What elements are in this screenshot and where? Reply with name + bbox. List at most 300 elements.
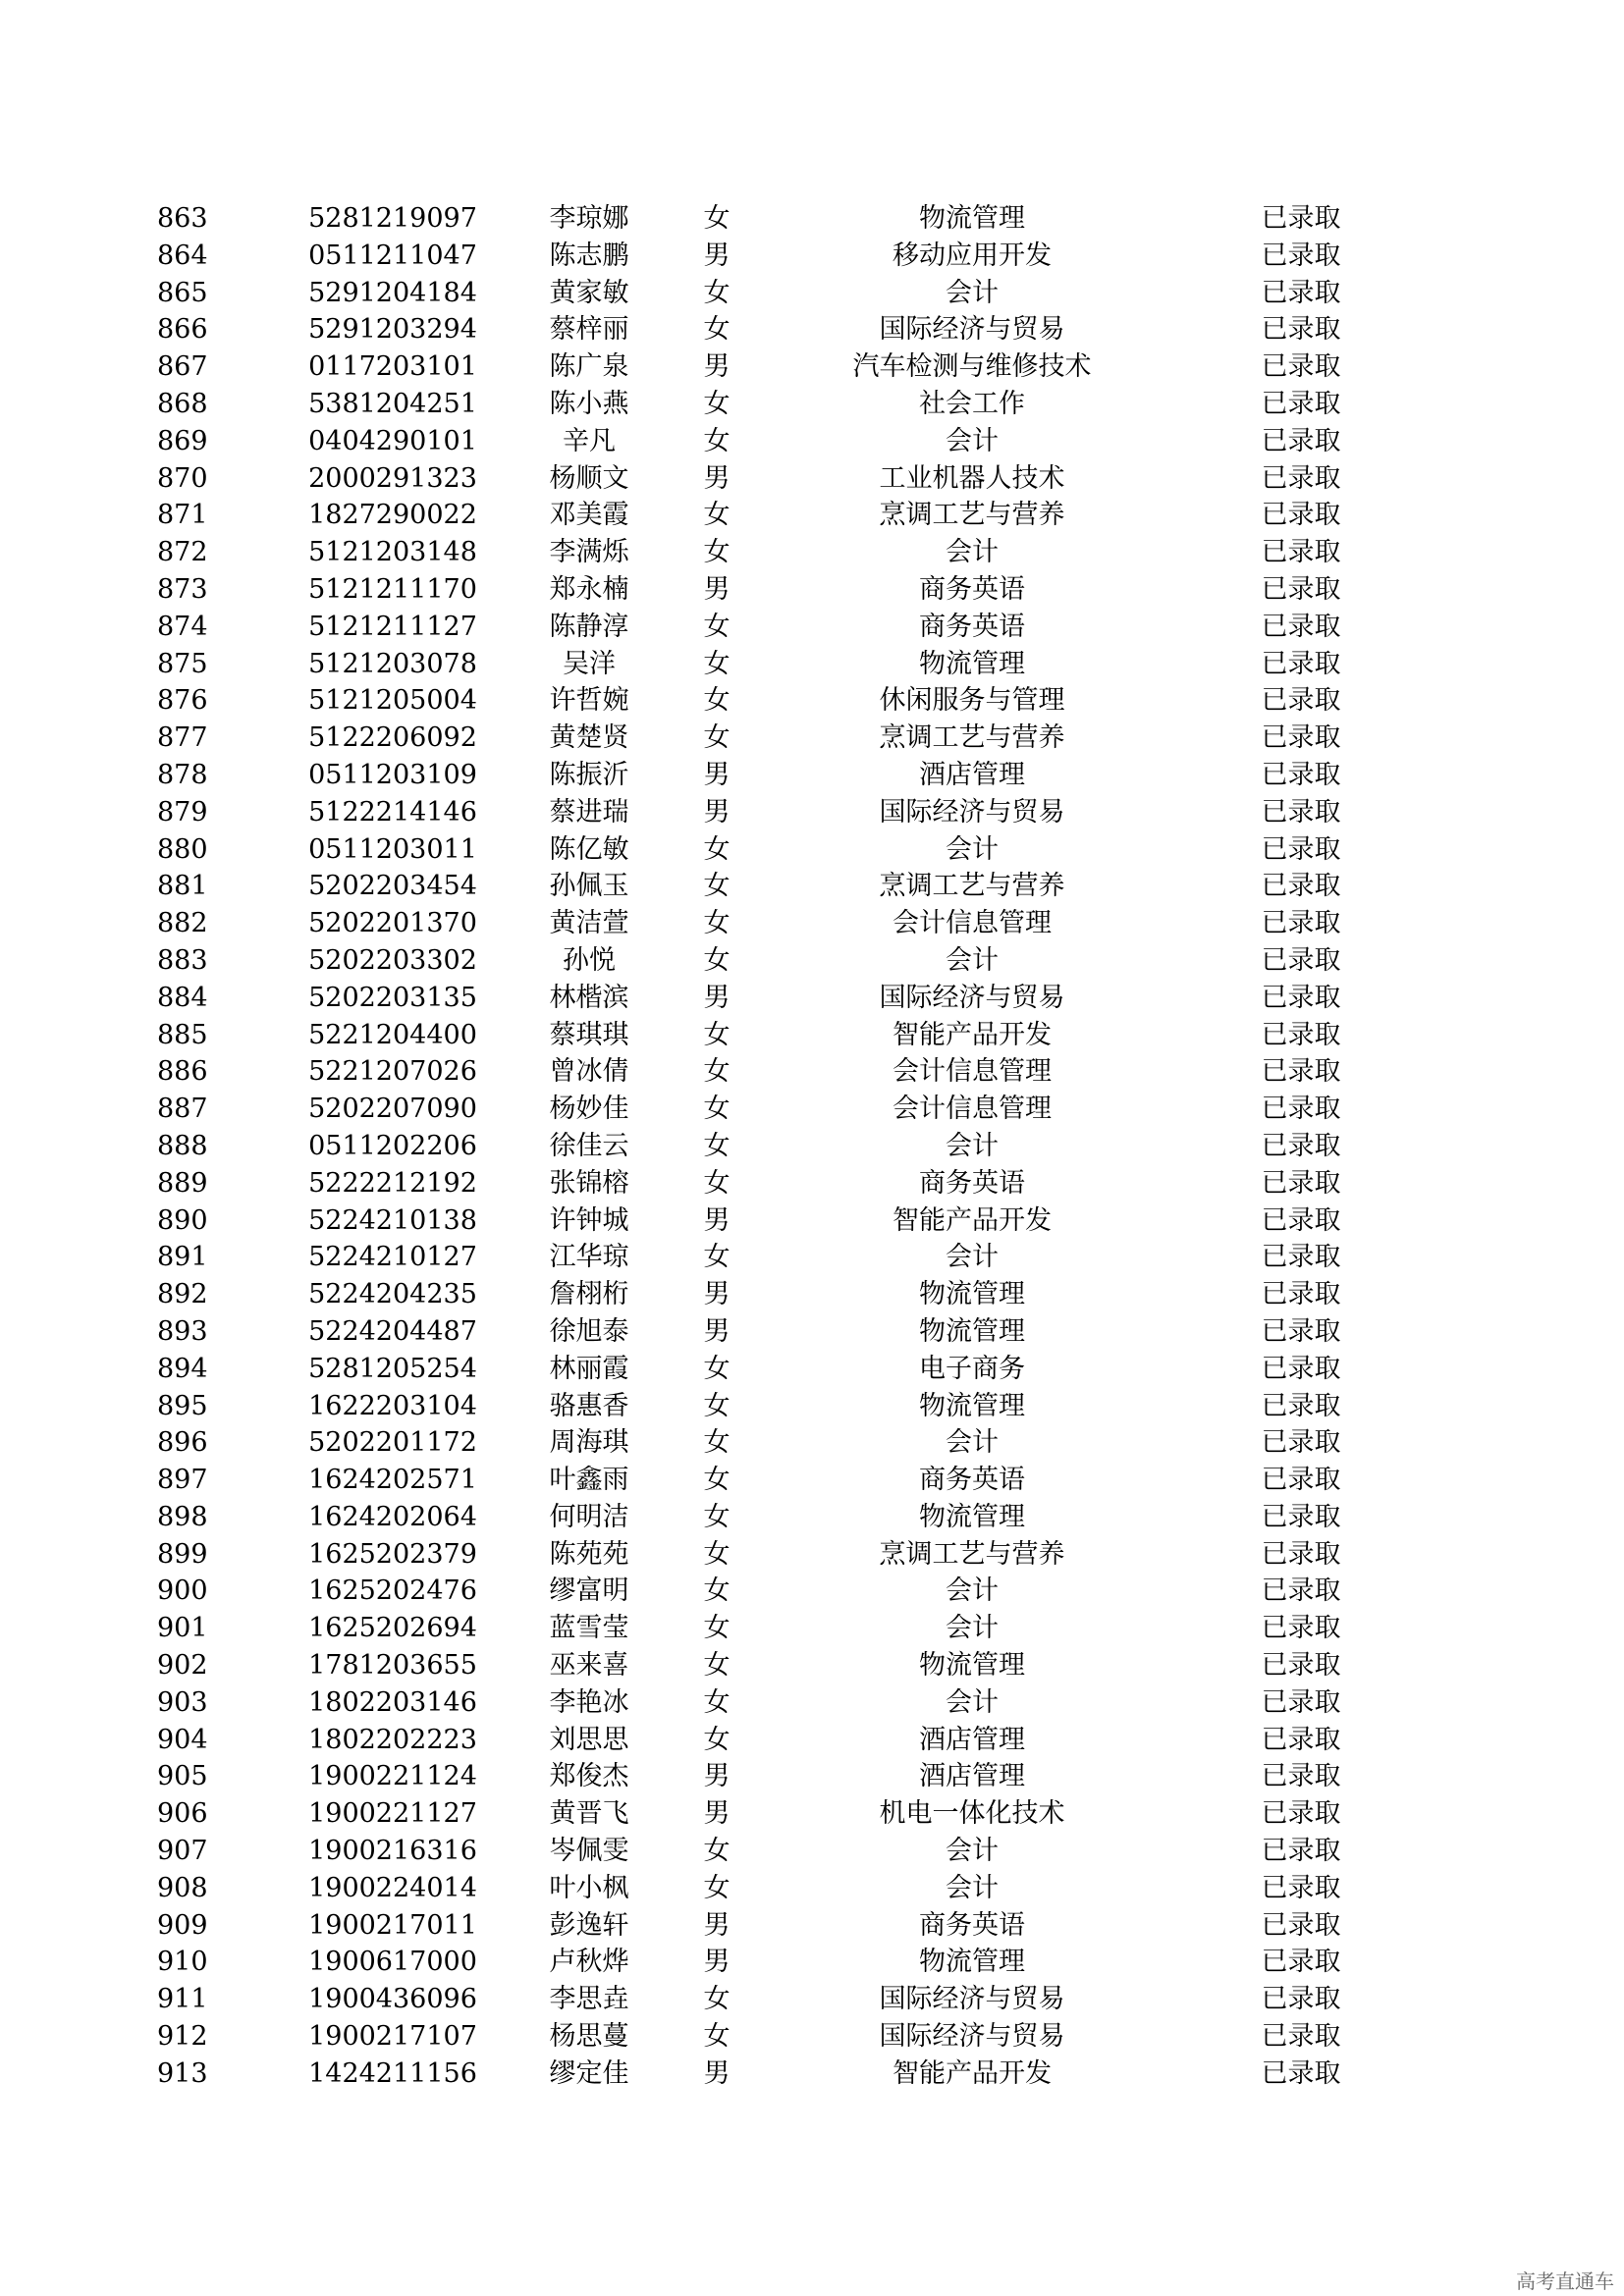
row-number-cell: 891 — [157, 1242, 208, 1273]
row-number-cell: 898 — [157, 1501, 208, 1532]
row-number-cell: 879 — [157, 796, 208, 828]
candidate-id-cell: 5221207026 — [308, 1056, 477, 1088]
gender-cell: 女 — [703, 722, 731, 754]
row-number-cell: 877 — [157, 722, 208, 754]
candidate-id-cell: 0511203011 — [308, 833, 477, 865]
gender-cell: 男 — [703, 573, 731, 605]
candidate-id-cell: 5224210127 — [308, 1242, 477, 1273]
candidate-id-cell: 1827290022 — [308, 500, 477, 531]
major-cell: 会计信息管理 — [893, 908, 1052, 939]
candidate-id-cell: 1625202694 — [308, 1613, 477, 1644]
student-name-cell: 陈志鹏 — [549, 240, 629, 271]
admission-status-cell: 已录取 — [1261, 1427, 1341, 1459]
table-row — [157, 794, 1424, 831]
table-row — [157, 757, 1424, 794]
student-name-cell: 吴洋 — [563, 648, 616, 679]
admission-status-cell: 已录取 — [1261, 1686, 1341, 1718]
student-name-cell: 陈亿敏 — [549, 833, 629, 865]
row-number-cell: 907 — [157, 1836, 208, 1867]
major-cell: 会计 — [946, 944, 999, 976]
admission-status-cell: 已录取 — [1261, 1650, 1341, 1682]
major-cell: 会计 — [946, 1686, 999, 1718]
table-row — [157, 980, 1424, 1017]
gender-cell: 男 — [703, 1761, 731, 1792]
admission-status-cell: 已录取 — [1261, 1872, 1341, 1903]
major-cell: 休闲服务与管理 — [879, 685, 1065, 717]
admission-status-cell: 已录取 — [1261, 1353, 1341, 1384]
gender-cell: 女 — [703, 1686, 731, 1718]
table-row — [157, 460, 1424, 498]
major-cell: 会计 — [946, 1427, 999, 1459]
student-name-cell: 何明洁 — [549, 1501, 629, 1532]
gender-cell: 男 — [703, 759, 731, 790]
major-cell: 社会工作 — [919, 388, 1025, 419]
table-row — [157, 348, 1424, 386]
table-row — [157, 1313, 1424, 1351]
gender-cell: 女 — [703, 388, 731, 419]
table-row — [157, 497, 1424, 534]
student-name-cell: 李艳冰 — [549, 1686, 629, 1718]
student-name-cell: 刘思思 — [549, 1724, 629, 1755]
student-name-cell: 黄家敏 — [549, 277, 629, 308]
major-cell: 烹调工艺与营养 — [879, 722, 1065, 754]
row-number-cell: 865 — [157, 277, 208, 308]
candidate-id-cell: 1624202064 — [308, 1501, 477, 1532]
admission-status-cell: 已录取 — [1261, 1279, 1341, 1310]
student-name-cell: 李思垚 — [549, 1984, 629, 2015]
row-number-cell: 903 — [157, 1686, 208, 1718]
table-row — [157, 1128, 1424, 1165]
row-number-cell: 880 — [157, 833, 208, 865]
row-number-cell: 878 — [157, 759, 208, 790]
row-number-cell: 893 — [157, 1315, 208, 1347]
row-number-cell: 881 — [157, 871, 208, 902]
candidate-id-cell: 1802202223 — [308, 1724, 477, 1755]
candidate-id-cell: 1900617000 — [308, 1947, 477, 1978]
student-name-cell: 彭逸轩 — [549, 1909, 629, 1941]
major-cell: 物流管理 — [919, 1279, 1025, 1310]
row-number-cell: 867 — [157, 351, 208, 383]
major-cell: 国际经济与贸易 — [879, 796, 1065, 828]
row-number-cell: 910 — [157, 1947, 208, 1978]
student-name-cell: 蓝雪莹 — [549, 1613, 629, 1644]
major-cell: 会计 — [946, 1613, 999, 1644]
admission-status-cell: 已录取 — [1261, 648, 1341, 679]
candidate-id-cell: 1802203146 — [308, 1686, 477, 1718]
gender-cell: 女 — [703, 1094, 731, 1125]
table-row — [157, 1091, 1424, 1128]
major-cell: 机电一体化技术 — [879, 1798, 1065, 1830]
admission-status-cell: 已录取 — [1261, 1130, 1341, 1161]
row-number-cell: 869 — [157, 425, 208, 456]
row-number-cell: 863 — [157, 203, 208, 234]
admission-status-cell: 已录取 — [1261, 2057, 1341, 2089]
candidate-id-cell: 5224204235 — [308, 1279, 477, 1310]
gender-cell: 女 — [703, 1130, 731, 1161]
admission-status-cell: 已录取 — [1261, 203, 1341, 234]
table-row — [157, 1053, 1424, 1091]
student-name-cell: 辛凡 — [563, 425, 616, 456]
table-row — [157, 1647, 1424, 1684]
gender-cell: 女 — [703, 537, 731, 568]
admission-status-cell: 已录取 — [1261, 1465, 1341, 1496]
row-number-cell: 894 — [157, 1353, 208, 1384]
candidate-id-cell: 5121211170 — [308, 573, 477, 605]
student-name-cell: 巫来喜 — [549, 1650, 629, 1682]
major-cell: 烹调工艺与营养 — [879, 1538, 1065, 1570]
admission-status-cell: 已录取 — [1261, 685, 1341, 717]
row-number-cell: 882 — [157, 908, 208, 939]
candidate-id-cell: 1781203655 — [308, 1650, 477, 1682]
student-name-cell: 骆惠香 — [549, 1390, 629, 1421]
major-cell: 国际经济与贸易 — [879, 1984, 1065, 2015]
table-row — [157, 1833, 1424, 1870]
gender-cell: 男 — [703, 2057, 731, 2089]
row-number-cell: 876 — [157, 685, 208, 717]
admission-status-cell: 已录取 — [1261, 1056, 1341, 1088]
candidate-id-cell: 5202207090 — [308, 1094, 477, 1125]
table-row — [157, 942, 1424, 980]
candidate-id-cell: 1624202571 — [308, 1465, 477, 1496]
student-name-cell: 陈静淳 — [549, 611, 629, 642]
row-number-cell: 883 — [157, 944, 208, 976]
candidate-id-cell: 5291204184 — [308, 277, 477, 308]
table-row — [157, 1758, 1424, 1795]
table-row — [157, 238, 1424, 275]
major-cell: 烹调工艺与营养 — [879, 871, 1065, 902]
row-number-cell: 912 — [157, 2021, 208, 2053]
row-number-cell: 902 — [157, 1650, 208, 1682]
row-number-cell: 875 — [157, 648, 208, 679]
table-row — [157, 1239, 1424, 1276]
candidate-id-cell: 5202201172 — [308, 1427, 477, 1459]
gender-cell: 女 — [703, 1501, 731, 1532]
admission-status-cell: 已录取 — [1261, 1984, 1341, 2015]
gender-cell: 女 — [703, 1390, 731, 1421]
gender-cell: 女 — [703, 1650, 731, 1682]
student-name-cell: 黄楚贤 — [549, 722, 629, 754]
admission-status-cell: 已录取 — [1261, 1761, 1341, 1792]
table-row — [157, 609, 1424, 646]
student-name-cell: 杨妙佳 — [549, 1094, 629, 1125]
admission-status-cell: 已录取 — [1261, 573, 1341, 605]
student-name-cell: 江华琼 — [549, 1242, 629, 1273]
gender-cell: 女 — [703, 1242, 731, 1273]
major-cell: 物流管理 — [919, 1390, 1025, 1421]
candidate-id-cell: 1625202379 — [308, 1538, 477, 1570]
table-row — [157, 905, 1424, 942]
student-name-cell: 陈小燕 — [549, 388, 629, 419]
candidate-id-cell: 5221204400 — [308, 1019, 477, 1050]
student-name-cell: 郑俊杰 — [549, 1761, 629, 1792]
gender-cell: 女 — [703, 1724, 731, 1755]
major-cell: 国际经济与贸易 — [879, 982, 1065, 1013]
candidate-id-cell: 1900221127 — [308, 1798, 477, 1830]
student-name-cell: 杨顺文 — [549, 462, 629, 494]
major-cell: 商务英语 — [919, 573, 1025, 605]
student-name-cell: 林丽霞 — [549, 1353, 629, 1384]
table-row — [157, 1907, 1424, 1945]
row-number-cell: 906 — [157, 1798, 208, 1830]
row-number-cell: 887 — [157, 1094, 208, 1125]
row-number-cell: 892 — [157, 1279, 208, 1310]
candidate-id-cell: 5224204487 — [308, 1315, 477, 1347]
student-name-cell: 郑永楠 — [549, 573, 629, 605]
gender-cell: 女 — [703, 1836, 731, 1867]
major-cell: 智能产品开发 — [893, 2057, 1052, 2089]
row-number-cell: 908 — [157, 1872, 208, 1903]
major-cell: 酒店管理 — [919, 1761, 1025, 1792]
admission-status-cell: 已录取 — [1261, 611, 1341, 642]
major-cell: 会计 — [946, 425, 999, 456]
admission-status-cell: 已录取 — [1261, 2021, 1341, 2053]
table-row — [157, 1424, 1424, 1462]
admission-status-cell: 已录取 — [1261, 1094, 1341, 1125]
candidate-id-cell: 5121211127 — [308, 611, 477, 642]
admission-status-cell: 已录取 — [1261, 351, 1341, 383]
table-row — [157, 1536, 1424, 1574]
major-cell: 会计 — [946, 1130, 999, 1161]
major-cell: 会计信息管理 — [893, 1056, 1052, 1088]
student-name-cell: 杨思蔓 — [549, 2021, 629, 2053]
major-cell: 会计信息管理 — [893, 1094, 1052, 1125]
gender-cell: 男 — [703, 1279, 731, 1310]
candidate-id-cell: 1900216316 — [308, 1836, 477, 1867]
student-name-cell: 蔡进瑞 — [549, 796, 629, 828]
table-row — [157, 1684, 1424, 1722]
row-number-cell: 885 — [157, 1019, 208, 1050]
gender-cell: 女 — [703, 1872, 731, 1903]
candidate-id-cell: 1900224014 — [308, 1872, 477, 1903]
student-name-cell: 陈振沂 — [549, 759, 629, 790]
gender-cell: 女 — [703, 1984, 731, 2015]
gender-cell: 女 — [703, 611, 731, 642]
major-cell: 物流管理 — [919, 1947, 1025, 1978]
major-cell: 物流管理 — [919, 1315, 1025, 1347]
table-row — [157, 1017, 1424, 1054]
admission-status-cell: 已录取 — [1261, 1204, 1341, 1236]
admission-status-cell: 已录取 — [1261, 1242, 1341, 1273]
admission-status-cell: 已录取 — [1261, 871, 1341, 902]
row-number-cell: 904 — [157, 1724, 208, 1755]
candidate-id-cell: 1424211156 — [308, 2057, 477, 2089]
candidate-id-cell: 1900436096 — [308, 1984, 477, 2015]
gender-cell: 男 — [703, 1909, 731, 1941]
candidate-id-cell: 5281205254 — [308, 1353, 477, 1384]
row-number-cell: 890 — [157, 1204, 208, 1236]
gender-cell: 男 — [703, 982, 731, 1013]
major-cell: 商务英语 — [919, 611, 1025, 642]
gender-cell: 女 — [703, 871, 731, 902]
candidate-id-cell: 2000291323 — [308, 462, 477, 494]
student-name-cell: 徐旭泰 — [549, 1315, 629, 1347]
gender-cell: 女 — [703, 1353, 731, 1384]
table-row — [157, 534, 1424, 571]
table-row — [157, 571, 1424, 609]
major-cell: 酒店管理 — [919, 759, 1025, 790]
gender-cell: 男 — [703, 240, 731, 271]
candidate-id-cell: 1900221124 — [308, 1761, 477, 1792]
admission-status-cell: 已录取 — [1261, 796, 1341, 828]
student-name-cell: 曾冰倩 — [549, 1056, 629, 1088]
gender-cell: 男 — [703, 796, 731, 828]
admission-status-cell: 已录取 — [1261, 1575, 1341, 1607]
major-cell: 商务英语 — [919, 1167, 1025, 1199]
major-cell: 智能产品开发 — [893, 1204, 1052, 1236]
gender-cell: 男 — [703, 462, 731, 494]
student-name-cell: 黄晋飞 — [549, 1798, 629, 1830]
row-number-cell: 870 — [157, 462, 208, 494]
table-row — [157, 1981, 1424, 2018]
gender-cell: 女 — [703, 314, 731, 346]
gender-cell: 男 — [703, 1947, 731, 1978]
candidate-id-cell: 0404290101 — [308, 425, 477, 456]
student-name-cell: 卢秋烨 — [549, 1947, 629, 1978]
admission-status-cell: 已录取 — [1261, 1315, 1341, 1347]
major-cell: 会计 — [946, 277, 999, 308]
admission-status-cell: 已录取 — [1261, 944, 1341, 976]
table-row — [157, 1573, 1424, 1610]
admission-status-cell: 已录取 — [1261, 1613, 1341, 1644]
candidate-id-cell: 5381204251 — [308, 388, 477, 419]
row-number-cell: 900 — [157, 1575, 208, 1607]
student-name-cell: 叶鑫雨 — [549, 1465, 629, 1496]
admission-table — [157, 200, 1424, 2093]
row-number-cell: 889 — [157, 1167, 208, 1199]
gender-cell: 男 — [703, 1798, 731, 1830]
table-row — [157, 1202, 1424, 1240]
major-cell: 商务英语 — [919, 1909, 1025, 1941]
gender-cell: 女 — [703, 425, 731, 456]
table-row — [157, 1165, 1424, 1202]
student-name-cell: 叶小枫 — [549, 1872, 629, 1903]
student-name-cell: 邓美霞 — [549, 500, 629, 531]
student-name-cell: 孙悦 — [563, 944, 616, 976]
admission-status-cell: 已录取 — [1261, 1947, 1341, 1978]
admission-status-cell: 已录取 — [1261, 833, 1341, 865]
student-name-cell: 缪定佳 — [549, 2057, 629, 2089]
major-cell: 物流管理 — [919, 1501, 1025, 1532]
candidate-id-cell: 1622203104 — [308, 1390, 477, 1421]
gender-cell: 女 — [703, 648, 731, 679]
student-name-cell: 许哲婉 — [549, 685, 629, 717]
table-row — [157, 423, 1424, 460]
row-number-cell: 872 — [157, 537, 208, 568]
candidate-id-cell: 5202203454 — [308, 871, 477, 902]
row-number-cell: 899 — [157, 1538, 208, 1570]
table-row — [157, 720, 1424, 757]
major-cell: 商务英语 — [919, 1465, 1025, 1496]
candidate-id-cell: 5121203148 — [308, 537, 477, 568]
row-number-cell: 905 — [157, 1761, 208, 1792]
candidate-id-cell: 5291203294 — [308, 314, 477, 346]
candidate-id-cell: 1900217011 — [308, 1909, 477, 1941]
admission-status-cell: 已录取 — [1261, 277, 1341, 308]
major-cell: 会计 — [946, 537, 999, 568]
gender-cell: 女 — [703, 2021, 731, 2053]
admission-status-cell: 已录取 — [1261, 500, 1341, 531]
gender-cell: 男 — [703, 351, 731, 383]
table-row — [157, 386, 1424, 423]
gender-cell: 女 — [703, 1575, 731, 1607]
row-number-cell: 901 — [157, 1613, 208, 1644]
admission-status-cell: 已录取 — [1261, 982, 1341, 1013]
major-cell: 会计 — [946, 1575, 999, 1607]
row-number-cell: 888 — [157, 1130, 208, 1161]
table-row — [157, 646, 1424, 683]
gender-cell: 男 — [703, 1204, 731, 1236]
candidate-id-cell: 5121205004 — [308, 685, 477, 717]
major-cell: 智能产品开发 — [893, 1019, 1052, 1050]
candidate-id-cell: 5202203135 — [308, 982, 477, 1013]
student-name-cell: 许钟城 — [549, 1204, 629, 1236]
row-number-cell: 886 — [157, 1056, 208, 1088]
admission-status-cell: 已录取 — [1261, 1798, 1341, 1830]
candidate-id-cell: 5202201370 — [308, 908, 477, 939]
gender-cell: 女 — [703, 685, 731, 717]
admission-status-cell: 已录取 — [1261, 1167, 1341, 1199]
admission-status-cell: 已录取 — [1261, 1501, 1341, 1532]
admission-status-cell: 已录取 — [1261, 1019, 1341, 1050]
table-row — [157, 1795, 1424, 1833]
student-name-cell: 蔡琪琪 — [549, 1019, 629, 1050]
admission-status-cell: 已录取 — [1261, 314, 1341, 346]
row-number-cell: 866 — [157, 314, 208, 346]
gender-cell: 女 — [703, 833, 731, 865]
candidate-id-cell: 1625202476 — [308, 1575, 477, 1607]
row-number-cell: 871 — [157, 500, 208, 531]
major-cell: 会计 — [946, 1872, 999, 1903]
gender-cell: 男 — [703, 1315, 731, 1347]
student-name-cell: 张锦榕 — [549, 1167, 629, 1199]
major-cell: 会计 — [946, 833, 999, 865]
table-row — [157, 1276, 1424, 1313]
table-row — [157, 682, 1424, 720]
row-number-cell: 873 — [157, 573, 208, 605]
major-cell: 烹调工艺与营养 — [879, 500, 1065, 531]
table-row — [157, 1722, 1424, 1759]
candidate-id-cell: 0511203109 — [308, 759, 477, 790]
table-row — [157, 831, 1424, 869]
gender-cell: 女 — [703, 500, 731, 531]
gender-cell: 女 — [703, 1538, 731, 1570]
candidate-id-cell: 0511211047 — [308, 240, 477, 271]
admission-status-cell: 已录取 — [1261, 908, 1341, 939]
gender-cell: 女 — [703, 1613, 731, 1644]
admission-status-cell: 已录取 — [1261, 462, 1341, 494]
admission-status-cell: 已录取 — [1261, 240, 1341, 271]
gender-cell: 女 — [703, 944, 731, 976]
candidate-id-cell: 5202203302 — [308, 944, 477, 976]
table-row — [157, 200, 1424, 238]
gender-cell: 女 — [703, 203, 731, 234]
row-number-cell: 896 — [157, 1427, 208, 1459]
major-cell: 电子商务 — [919, 1353, 1025, 1384]
admission-status-cell: 已录取 — [1261, 425, 1341, 456]
major-cell: 移动应用开发 — [893, 240, 1052, 271]
major-cell: 工业机器人技术 — [879, 462, 1065, 494]
major-cell: 会计 — [946, 1242, 999, 1273]
row-number-cell: 911 — [157, 1984, 208, 2015]
row-number-cell: 868 — [157, 388, 208, 419]
table-row — [157, 2018, 1424, 2056]
student-name-cell: 陈广泉 — [549, 351, 629, 383]
table-row — [157, 311, 1424, 348]
student-name-cell: 陈苑苑 — [549, 1538, 629, 1570]
admission-status-cell: 已录取 — [1261, 1538, 1341, 1570]
row-number-cell: 909 — [157, 1909, 208, 1941]
major-cell: 物流管理 — [919, 1650, 1025, 1682]
